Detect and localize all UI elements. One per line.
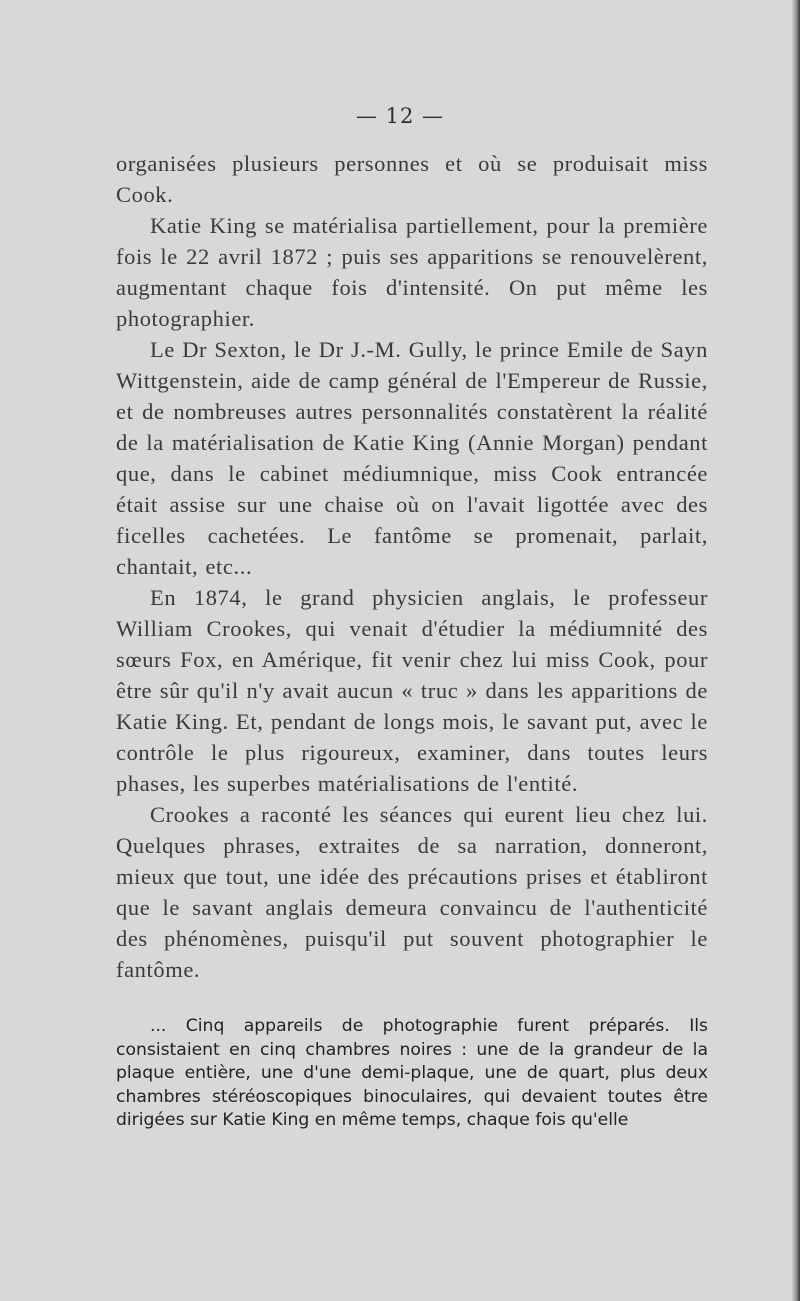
paragraph-katie-king: Katie King se matérialisa partiellement, pour la première fois le 22 avril 1872 ; puis ses apparitions se renouvelèrent, augmentant chaque fois d'intensité. On put même les photographier. <box>116 213 708 331</box>
paragraph-continuation: organisées plusieurs personnes et où se produisait miss Cook. <box>116 151 708 207</box>
quote-paragraph: ... Cinq appareils de photographie furent préparés. Ils consistaient en cinq chambres noires : une de la grandeur de la plaque entière, une d'une demi-plaque, une de quart, plus deux chambres stéréoscopiques binoculaires, qui devaient toutes être dirigées sur Katie King en même temps, chaque fois qu'elle <box>116 1016 708 1130</box>
body-text <box>116 148 708 985</box>
page-edge-shadow <box>792 0 800 1301</box>
page-number: — 12 — <box>355 104 445 128</box>
paragraph-crookes-seances: Crookes a raconté les séances qui eurent lieu chez lui. Quelques phrases, extraites de sa narration, donneront, mieux que tout, une idée des précautions prises et établiront que le savant anglais demeura convaincu de l'authenticité des phénomènes, puisqu'il put souvent photographier le fantôme. <box>116 802 708 982</box>
quoted-narration <box>116 1015 708 1133</box>
paragraph-witnesses: Le Dr Sexton, le Dr J.-M. Gully, le prince Emile de Sayn Wittgenstein, aide de camp général de l'Empereur de Russie, et de nombreuses autres personnalités constatèrent la réalité de la matérialisation de Katie King (Annie Morgan) pendant que, dans le cabinet médiumnique, miss Cook entrancée était assise sur une chaise où on l'avait ligottée avec des ficelles cachetées. Le fantôme se promenait, parlait, chantait, etc... <box>116 337 708 579</box>
paragraph-crookes-1874: En 1874, le grand physicien anglais, le professeur William Crookes, qui venait d'étudier la médiumnité des sœurs Fox, en Amérique, fit venir chez lui miss Cook, pour être sûr qu'il n'y avait aucun « truc » dans les apparitions de Katie King. Et, pendant de longs mois, le savant put, avec le contrôle le plus rigoureux, examiner, dans toutes leurs phases, les superbes matérialisations de l'entité. <box>116 585 708 796</box>
